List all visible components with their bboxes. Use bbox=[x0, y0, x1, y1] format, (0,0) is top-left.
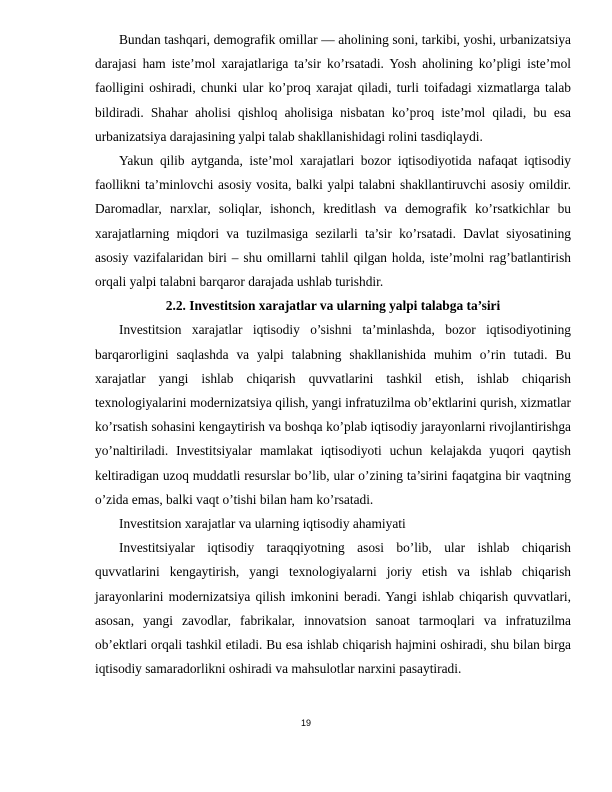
paragraph-investment-role: Investitsion xarajatlar iqtisodiy o’sishni ta’minlashda, bozor iqtisodiyotining barqarorligini saqlashda va yalpi talabning shakllanishida muhim o’rin tutadi. Bu xarajatlar yangi ishlab chiqarish quvvatlarini tashkil etish, ishlab chiqarish texnologiyalarini modernizatsiya qilish, yangi infratuzilma ob’ektlarini qurish, xizmatlar ko’rsatish sohasini kengaytirish va boshqa ko’plab iqtisodiy jarayonlarni rivojlantirishga yo’naltiriladi. Investitsiyalar mamlakat iqtisodiyoti uchun kelajakda yuqori qaytish keltiradigan uzoq muddatli resurslar bo’lib, ular o’zining ta’sirini faqatgina bir vaqtning o’zida emas, balki vaqt o’tishi bilan ham ko’rsatadi. bbox=[95, 322, 571, 507]
document-page bbox=[95, 28, 571, 681]
page-number: 19 bbox=[300, 718, 311, 728]
subheading-line: Investitsion xarajatlar va ularning iqtisodiy ahamiyati bbox=[119, 516, 406, 532]
section-heading: 2.2. Investitsion xarajatlar va ularning yalpi talabga ta’siri bbox=[165, 298, 501, 314]
paragraph-conclusion: Yakun qilib aytganda, iste’mol xarajatlari bozor iqtisodiyotida nafaqat iqtisodiy faollikni ta’minlovchi asosiy vosita, balki yalpi talabni shakllantiruvchi asosiy omildir. Daromadlar, narxlar, soliqlar, ishonch, kreditlash va demografik ko’rsatkichlar bu xarajatlarning miqdori va tuzilmasiga sezilarli ta’sir ko’rsatadi. Davlat siyosatining asosiy vazifalaridan biri – shu omillarni tahlil qilgan holda, iste’molni rag’batlantirish orqali yalpi talabni barqaror darajada ushlab turishdir. bbox=[95, 153, 571, 290]
paragraph-demographic-factors: Bundan tashqari, demografik omillar — aholining soni, tarkibi, yoshi, urbanizatsiya darajasi ham iste’mol xarajatlariga ta’sir ko’rsatadi. Yosh aholining ko’pligi iste’mol faolligini oshiradi, chunki ular ko’proq xarajat qiladi, turli toifadagi xizmatlarga talab bildiradi. Shahar aholisi qishloq aholisiga nisbatan ko’proq iste’mol qiladi, bu esa urbanizatsiya darajasining yalpi talab shakllanishidagi rolini tasdiqlaydi. bbox=[95, 32, 571, 144]
paragraph-investment-basis: Investitsiyalar iqtisodiy taraqqiyotning asosi bo’lib, ular ishlab chiqarish quvvatlarini kengaytirish, yangi texnologiyalarni joriy etish va ishlab chiqarish jarayonlarini modernizatsiya qilish imkonini beradi. Yangi ishlab chiqarish quvvatlari, asosan, yangi zavodlar, fabrikalar, innovatsion sanoat tarmoqlari va infratuzilma ob’ektlari orqali tashkil etiladi. Bu esa ishlab chiqarish hajmini oshiradi, shu bilan birga iqtisodiy samaradorlikni oshiradi va mahsulotlar narxini pasaytiradi. bbox=[95, 540, 571, 677]
